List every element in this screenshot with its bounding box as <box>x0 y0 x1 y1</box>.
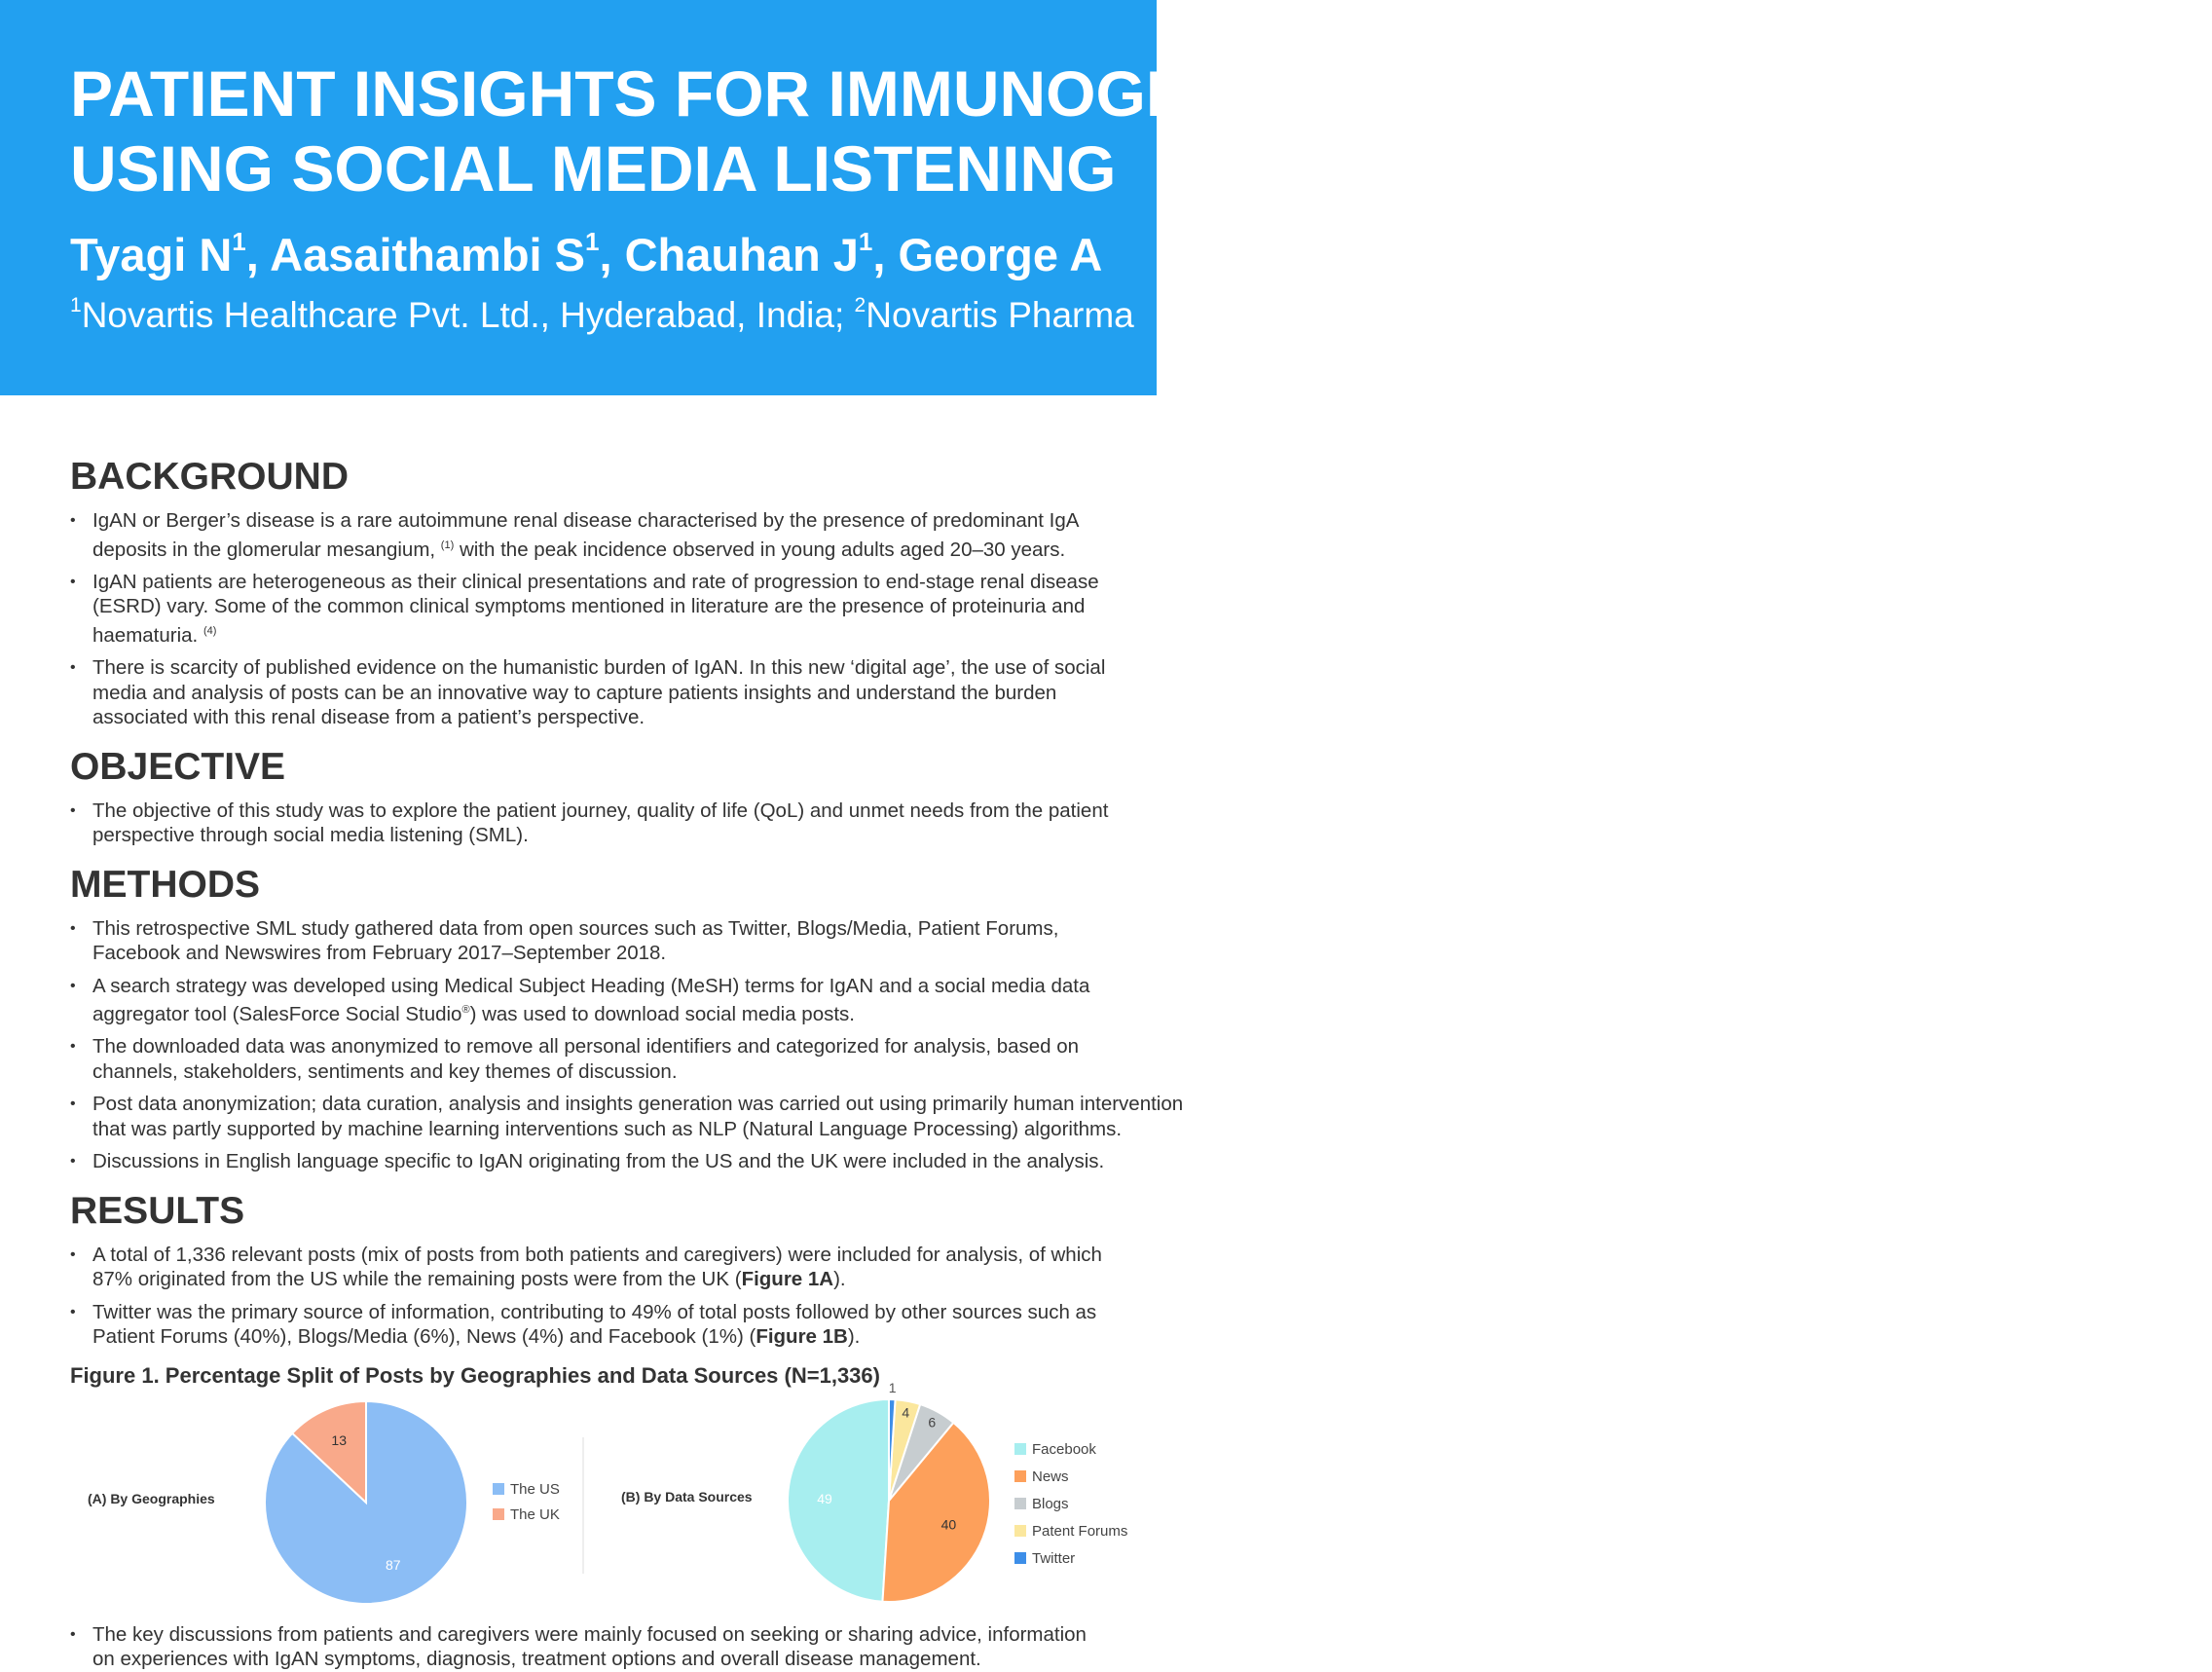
legend-label: Twitter <box>1032 1549 1076 1567</box>
poster-content <box>70 454 1184 1672</box>
results-heading: RESULTS <box>70 1189 245 1232</box>
affil-text-2: Novartis Pharma <box>866 295 1134 335</box>
bullet-text: Discussions in English language specific to IgAN originating from the US and the UK were included in the analysis. <box>92 1150 1105 1173</box>
bullet-text: There is scarcity of published evidence on the humanistic burden of IgAN. In this new ‘digital age’, the use of social <box>92 656 1106 680</box>
pie-data-label: 1 <box>888 1380 897 1396</box>
chart-a-title: (A) By Geographies <box>88 1490 215 1506</box>
bullet-text: (ESRD) vary. Some of the common clinical symptoms mentioned in literature are the presence of proteinuria and <box>92 595 1086 618</box>
legend-label: Patent Forums <box>1032 1522 1128 1540</box>
methods-bullet-3 <box>70 1034 1170 1084</box>
legend-swatch <box>1014 1470 1026 1482</box>
legend-swatch <box>1014 1552 1026 1564</box>
poster-header <box>0 0 2212 395</box>
pie-chart-geographies <box>88 1401 560 1604</box>
bullet-text: with the peak incidence observed in young adults aged 20–30 years. <box>454 538 1066 561</box>
reference-marker: (1) <box>440 539 455 551</box>
section-background <box>70 454 1170 730</box>
results-bullet-2 <box>70 1300 1170 1350</box>
pie-chart-data-sources <box>621 1380 1127 1602</box>
pie-data-label: 40 <box>940 1516 957 1533</box>
legend-swatch <box>1014 1498 1026 1509</box>
bullet-text: Patient Forums (40%), Blogs/Media (6%), News (4%) and Facebook (1%) ( <box>92 1325 756 1349</box>
bullet-text: The downloaded data was anonymized to remove all personal identifiers and categorized for analysis, based on <box>92 1035 1080 1059</box>
bullet-text: on experiences with IgAN symptoms, diagnosis, treatment options and overall disease management. <box>92 1648 981 1671</box>
section-objective <box>70 744 1170 848</box>
author-2: Aasaithambi S <box>270 229 586 280</box>
bullet-text: deposits in the glomerular mesangium, <box>92 538 441 561</box>
legend-swatch <box>1014 1525 1026 1537</box>
pie-data-label: 49 <box>817 1490 832 1506</box>
objective-bullet-1 <box>70 799 1170 848</box>
bullet-text: IgAN or Berger’s disease is a rare autoimmune renal disease characterised by the presence of predominant IgA <box>92 509 1080 532</box>
author-3-affil: 1 <box>858 227 873 257</box>
poster-title <box>70 56 2212 206</box>
legend-swatch <box>1014 1443 1026 1455</box>
chart-b-title: (B) By Data Sources <box>621 1488 753 1505</box>
bullet-text: The objective of this study was to explore the patient journey, quality of life (QoL) and unmet needs from the patient <box>92 799 1109 822</box>
bullet-text: media and analysis of posts can be an innovative way to capture patients insights and understand the burden <box>92 681 1057 704</box>
pie-b-legend <box>1014 1441 1127 1567</box>
results-bullet-1 <box>70 1243 1170 1292</box>
legend-label: The UK <box>510 1505 560 1523</box>
author-list: Tyagi $N^1$, Aasaithambi $S^1$, Chauhan $J^1$, George A <box>70 227 1103 280</box>
bullet-text: This retrospective SML study gathered data from open sources such as Twitter, Blogs/Media, Patient Forums, <box>92 916 1059 940</box>
bullet-text: 87% originated from the US while the remaining posts were from the UK ( <box>92 1268 742 1291</box>
bullet-text: Post data anonymization; data curation, analysis and insights generation was carried out using primarily human intervention <box>92 1093 1184 1116</box>
methods-bullet-4 <box>70 1092 1184 1141</box>
objective-heading: OBJECTIVE <box>70 745 286 788</box>
section-methods <box>70 862 1184 1174</box>
bullet-text: ). <box>833 1268 846 1291</box>
bullet-text: channels, stakeholders, sentiments and key themes of discussion. <box>92 1059 678 1083</box>
results-bullet-3 <box>70 1622 1170 1672</box>
bullet-text: IgAN patients are heterogeneous as their clinical presentations and rate of progression to end-stage renal disease <box>92 570 1099 593</box>
background-heading: BACKGROUND <box>70 456 349 498</box>
background-bullet-3 <box>70 655 1170 730</box>
background-bullet-2 <box>70 570 1170 648</box>
bullet-text: ) was used to download social media posts. <box>469 1002 855 1025</box>
registered-mark: ® <box>461 1004 470 1017</box>
bullet-text: associated with this renal disease from a patient’s perspective. <box>92 706 645 729</box>
pie-b-slices <box>788 1380 990 1602</box>
figure-1-charts <box>70 1380 1157 1615</box>
bullet-text: haematuria. <box>92 623 203 647</box>
pie-data-label: 6 <box>928 1414 937 1430</box>
author-3: Chauhan J <box>624 229 859 280</box>
background-bullet-1 <box>70 508 1170 562</box>
reference-marker: (4) <box>203 624 217 637</box>
bullet-text: Facebook and Newswires from February 2017–September 2018. <box>92 942 667 965</box>
author-2-affil: 1 <box>585 227 600 257</box>
bullet-text: The key discussions from patients and caregivers were mainly focused on seeking or sharing advice, information <box>92 1622 1087 1646</box>
section-results <box>70 1188 1170 1672</box>
affil-text-1: Novartis Healthcare Pvt. Ltd., Hyderabad, India; <box>81 295 855 335</box>
pie-a-legend <box>493 1481 560 1523</box>
figure-title: Figure 1. Percentage Split of Posts by Geographies and Data Sources (N=1,336) <box>70 1362 880 1388</box>
author-4: George A <box>898 229 1103 280</box>
pie-a-slices <box>265 1401 467 1604</box>
legend-swatch <box>493 1508 504 1520</box>
legend-label: The US <box>510 1480 560 1498</box>
methods-bullet-5 <box>70 1149 1170 1174</box>
legend-swatch <box>493 1483 504 1495</box>
affil-sup-2: 2 <box>854 293 866 316</box>
legend-label: Blogs <box>1032 1495 1069 1512</box>
bullet-text: A search strategy was developed using Medical Subject Heading (MeSH) terms for IgAN and a social media data <box>92 974 1090 997</box>
figure-reference: Figure 1B <box>756 1325 848 1349</box>
legend-label: News <box>1032 1468 1069 1485</box>
methods-bullet-2 <box>70 974 1170 1027</box>
bullet-text: that was partly supported by machine learning interventions such as NLP (Natural Language Processing) algorithms. <box>92 1117 1123 1140</box>
bullet-text: ). <box>847 1325 861 1349</box>
affiliations <box>70 295 1134 336</box>
methods-bullet-1 <box>70 916 1170 966</box>
bullet-text: Twitter was the primary source of information, contributing to 49% of total posts followed by other sources such as <box>92 1300 1097 1323</box>
legend-label: Facebook <box>1032 1440 1096 1458</box>
bullet-text: A total of 1,336 relevant posts (mix of posts from both patients and caregivers) were included for analysis, of which <box>92 1243 1102 1266</box>
figure-reference: Figure 1A <box>741 1268 834 1291</box>
title-line-1: PATIENT INSIGHTS FOR IMMUNOGLOBULIN A NEPHROPATHY (IGAN) <box>70 57 2212 130</box>
author-1: Tyagi N <box>70 229 233 280</box>
pie-data-label: 4 <box>902 1404 910 1421</box>
pie-slice-facebook <box>788 1399 889 1602</box>
methods-heading: METHODS <box>70 863 260 906</box>
title-line-2: USING SOCIAL MEDIA LISTENING <box>70 132 1117 204</box>
author-1-affil: 1 <box>232 227 246 257</box>
pie-data-label: 13 <box>331 1431 347 1448</box>
affil-sup-1: 1 <box>70 293 82 316</box>
bullet-text: aggregator tool (SalesForce Social Studio <box>92 1002 462 1025</box>
pie-data-label: 87 <box>386 1557 401 1574</box>
figure-1 <box>70 1380 1170 1615</box>
bullet-text: perspective through social media listening (SML). <box>92 824 529 847</box>
